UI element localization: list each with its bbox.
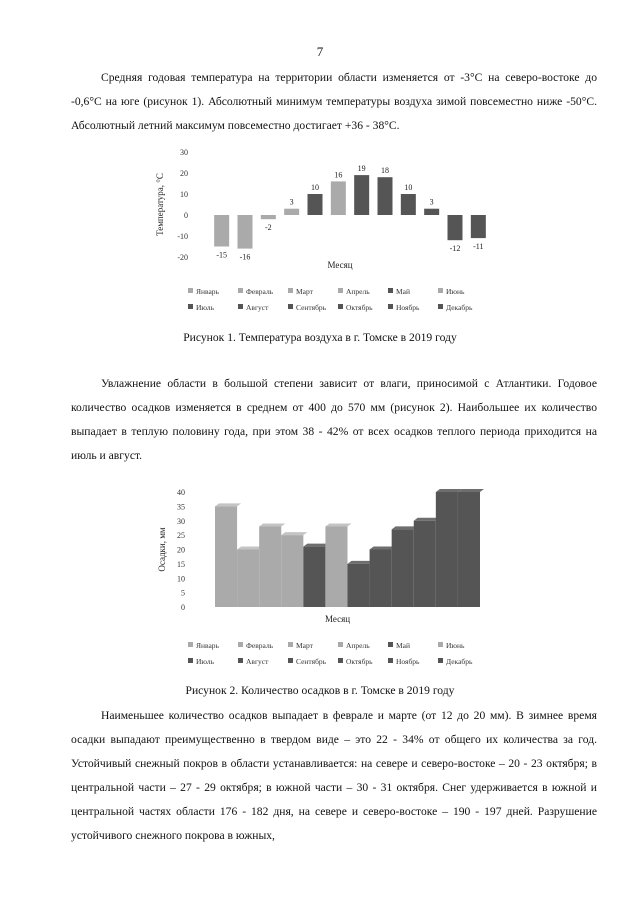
- legend-label-2-5: Июнь: [446, 641, 465, 650]
- y-tick-label: 40: [177, 488, 185, 497]
- legend-swatch-1-5: [438, 288, 443, 293]
- bar-top-Ноябрь: [436, 489, 462, 492]
- data-label-Апрель: 3: [289, 197, 294, 207]
- bar-Май: [303, 547, 325, 607]
- x-axis-title: Месяц: [327, 260, 353, 270]
- bar-Март: [259, 527, 281, 608]
- legend-label-1-9: Октябрь: [346, 303, 373, 312]
- data-label-Ноябрь: -12: [449, 244, 461, 254]
- bar-Октябрь: [414, 521, 436, 607]
- y-tick-label: 25: [177, 531, 185, 541]
- figure-1-caption: Рисунок 1. Температура воздуха в г. Томске в 2019 году: [183, 331, 457, 344]
- legend-label-2-9: Октябрь: [346, 657, 373, 666]
- bar-Сентябрь: [401, 194, 416, 215]
- y-tick-label: 10: [180, 190, 188, 199]
- legend-swatch-1-4: [388, 288, 393, 293]
- legend-swatch-2-0: [188, 642, 193, 647]
- legend-label-2-11: Декабрь: [446, 657, 473, 666]
- bar-Март: [261, 215, 276, 219]
- legend-label-1-3: Апрель: [346, 287, 370, 296]
- legend-label-1-11: Декабрь: [446, 303, 473, 312]
- y-axis-title: Температура, °С: [155, 173, 165, 236]
- legend-swatch-1-3: [338, 288, 343, 293]
- legend-label-2-8: Сентябрь: [296, 657, 327, 666]
- y-tick-label: 0: [181, 603, 185, 612]
- data-label-Декабрь: -11: [473, 242, 484, 252]
- bar-top-Апрель: [281, 532, 307, 535]
- legend-swatch-1-7: [238, 304, 243, 309]
- legend-label-1-5: Июнь: [446, 287, 465, 296]
- paragraph-temperature: Средняя годовая температура на территории области изменяется от -3°С на северо-востоке до -0,6°С на юге (рисунок 1). Абсолютный минимум температуры воздуха зимой повсеместно ниже -50°С. Абсолютный летний максимум повсеместно достигает +36 - 38°С.: [71, 71, 597, 132]
- legend-label-1-0: Январь: [196, 287, 219, 296]
- legend-label-1-8: Сентябрь: [296, 303, 327, 312]
- legend-swatch-1-6: [188, 304, 193, 309]
- legend-label-2-1: Февраль: [246, 641, 274, 650]
- data-label-Март: -2: [264, 223, 272, 233]
- x-axis-title: Месяц: [324, 614, 351, 624]
- data-label-Январь: -15: [216, 250, 228, 260]
- precipitation-chart: [150, 482, 510, 672]
- bar-Июль: [348, 564, 370, 607]
- temperature-chart: [150, 142, 510, 322]
- legend-swatch-2-3: [338, 642, 343, 647]
- bar-Август: [370, 550, 392, 608]
- legend-swatch-2-6: [188, 658, 193, 663]
- bar-Апрель: [284, 209, 299, 215]
- legend-swatch-1-1: [238, 288, 243, 293]
- bar-Июнь: [325, 527, 347, 608]
- bar-Ноябрь: [436, 492, 458, 607]
- data-label-Сентябрь: 10: [404, 183, 413, 192]
- y-tick-label: 15: [177, 559, 185, 569]
- bar-Июль: [354, 175, 369, 215]
- legend-swatch-1-10: [388, 304, 393, 309]
- legend-swatch-2-10: [388, 658, 393, 663]
- y-tick-label: -20: [177, 253, 188, 262]
- legend-label-2-6: Июль: [196, 657, 214, 666]
- legend-swatch-2-2: [288, 642, 293, 647]
- bar-Февраль: [237, 550, 259, 608]
- legend-label-2-10: Ноябрь: [396, 657, 420, 666]
- bar-Январь: [215, 506, 237, 607]
- y-tick-label: 5: [181, 588, 185, 598]
- legend-label-2-2: Март: [296, 641, 313, 650]
- paragraph-humidity: Увлажнение области в большой степени зависит от влаги, приносимой с Атлантики. Годовое количество осадков изменяется в среднем от 400 до 570 мм (рисунок 2). Наибольшее их количество выпадает в теплую половину года, при этом 38 - 42% от всех осадков теплого периода приходится на июль и август.: [71, 377, 597, 462]
- bar-Август: [378, 177, 393, 215]
- data-label-Февраль: -16: [239, 252, 251, 262]
- data-label-Август: 18: [381, 166, 389, 176]
- y-tick-label: 20: [180, 169, 188, 178]
- legend-label-1-6: Июль: [196, 303, 214, 312]
- bar-top-Июнь: [325, 524, 351, 527]
- bar-top-Декабрь: [458, 489, 484, 492]
- data-label-Июль: 19: [357, 164, 366, 174]
- y-tick-label: 0: [184, 211, 188, 220]
- legend-swatch-1-11: [438, 304, 443, 309]
- legend-swatch-2-11: [438, 658, 443, 663]
- bar-Январь: [214, 215, 229, 247]
- legend-label-2-4: Май: [396, 641, 411, 650]
- paragraph-snow: Наименьшее количество осадков выпадает в феврале и марте (от 12 до 20 мм). В зимнее время осадки выпадают преимущественно в твердом виде – это 22 - 34% от общего их количества за год. Устойчивый снежный покров в области устанавливается: на севере и северо-востоке – 20 - 23 октября; в центральной части – 27 - 29 октября; в южной части – 30 - 31 октября. Снег удерживается в южной и центральной частях области 176 - 182 дня, на севере и северо-востоке – 190 - 197 дней. Разрушение устойчивого снежного покрова в южных,: [71, 709, 597, 842]
- bar-Апрель: [281, 535, 303, 607]
- legend-swatch-1-8: [288, 304, 293, 309]
- legend-swatch-2-8: [288, 658, 293, 663]
- bar-top-Январь: [215, 503, 241, 506]
- bar-Февраль: [238, 215, 253, 249]
- figure-2-caption: Рисунок 2. Количество осадков в г. Томске в 2019 году: [185, 684, 455, 697]
- y-tick-label: 10: [177, 574, 185, 584]
- legend-swatch-2-4: [388, 642, 393, 647]
- legend-label-2-3: Апрель: [346, 641, 370, 650]
- y-tick-label: 30: [177, 516, 185, 526]
- legend-swatch-1-9: [338, 304, 343, 309]
- legend-label-1-2: Март: [296, 287, 313, 296]
- legend-swatch-1-0: [188, 288, 193, 293]
- bar-Декабрь: [471, 215, 486, 238]
- data-label-Октябрь: 3: [429, 197, 434, 207]
- y-tick-label: 35: [177, 502, 185, 512]
- legend-label-2-0: Январь: [196, 641, 219, 650]
- legend-label-1-1: Февраль: [246, 287, 274, 296]
- data-label-Май: 10: [311, 183, 319, 192]
- legend-label-1-10: Ноябрь: [396, 303, 420, 312]
- legend-swatch-1-2: [288, 288, 293, 293]
- y-tick-label: 30: [180, 148, 188, 157]
- legend-swatch-2-5: [438, 642, 443, 647]
- bar-Июнь: [331, 181, 346, 215]
- legend-swatch-2-9: [338, 658, 343, 663]
- bar-Декабрь: [458, 492, 480, 607]
- data-label-Июнь: 16: [334, 170, 343, 180]
- legend-label-1-4: Май: [396, 287, 411, 296]
- y-axis-title: Осадки, мм: [157, 527, 167, 572]
- bar-Октябрь: [424, 209, 439, 215]
- legend-swatch-2-7: [238, 658, 243, 663]
- legend-label-2-7: Август: [246, 657, 269, 666]
- page-number: 7: [316, 44, 324, 59]
- y-tick-label: -10: [177, 232, 188, 241]
- bar-top-Март: [259, 524, 285, 527]
- bar-Май: [308, 194, 323, 215]
- y-tick-label: 20: [177, 545, 185, 555]
- bar-Ноябрь: [448, 215, 463, 240]
- legend-swatch-2-1: [238, 642, 243, 647]
- legend-label-1-7: Август: [246, 303, 269, 312]
- bar-Сентябрь: [392, 529, 414, 607]
